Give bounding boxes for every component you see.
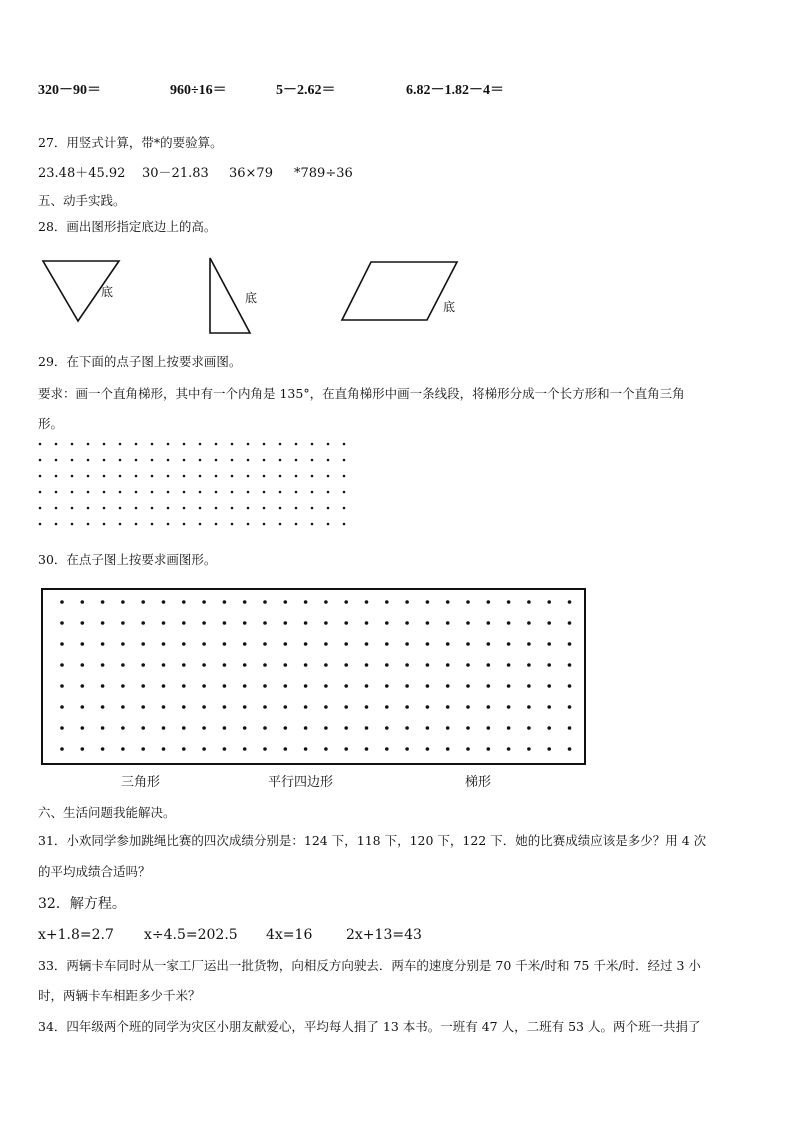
q30-grid-dot <box>385 642 389 646</box>
q30-grid-dot <box>344 663 348 667</box>
q30-grid-dot <box>284 726 288 730</box>
q30-grid-dot <box>385 747 389 751</box>
q30-grid-dot <box>304 642 308 646</box>
q30-grid-dot <box>81 747 85 751</box>
section-5-heading: 五、动手实践。 <box>38 193 126 208</box>
q30-grid-dot <box>121 684 125 688</box>
q28-base-label-triangle: 底 <box>101 285 114 299</box>
q30-grid-dot <box>121 621 125 625</box>
q30-grid-dot <box>405 726 409 730</box>
q30-grid-dot <box>324 600 328 604</box>
q30-grid-dot <box>487 747 491 751</box>
q30-grid-dot <box>101 705 105 709</box>
q30-grid-dot <box>202 600 206 604</box>
q30-grid-dot <box>81 684 85 688</box>
q30-grid-dot <box>121 705 125 709</box>
q30-grid-dot <box>344 642 348 646</box>
q30-grid-dot <box>243 705 247 709</box>
q30-grid-dot <box>385 684 389 688</box>
q30-grid-dot <box>202 621 206 625</box>
q30-grid-dot <box>60 663 64 667</box>
q30-grid-dot <box>263 747 267 751</box>
q30-grid-dot <box>284 684 288 688</box>
q30-grid-dot <box>365 621 369 625</box>
q30-grid-dot <box>365 663 369 667</box>
q30-grid-dot <box>101 684 105 688</box>
q30-grid-dot <box>446 684 450 688</box>
q30-label-parallelogram: 平行四边形 <box>268 775 334 790</box>
section-6-heading: 六、生活问题我能解决。 <box>38 805 176 820</box>
q30-grid-dot <box>507 663 511 667</box>
q30-grid-dot <box>466 621 470 625</box>
q30-grid-dot <box>263 642 267 646</box>
q30-grid-dot <box>527 621 531 625</box>
q30-grid-dot <box>487 663 491 667</box>
q30-grid-dot <box>223 663 227 667</box>
q30-grid-dot <box>202 663 206 667</box>
q30-grid-dot <box>527 600 531 604</box>
q30-grid-dot <box>162 747 166 751</box>
q30-label-trapezoid: 梯形 <box>465 775 492 790</box>
q28-base-label-right-triangle: 底 <box>245 291 258 305</box>
q30-grid-dot <box>60 705 64 709</box>
q30-grid-dot <box>243 684 247 688</box>
q30-grid-dot <box>284 621 288 625</box>
q30-grid-dot <box>304 726 308 730</box>
q30-grid-dot <box>263 684 267 688</box>
q30-grid-dot <box>182 726 186 730</box>
q33-line2: 时，两辆卡车相距多少千米？ <box>38 988 201 1003</box>
q32-equation-2: x÷4.5=202.5 <box>144 927 238 943</box>
q30-grid-dot <box>141 642 145 646</box>
q30-grid-dot <box>162 684 166 688</box>
q30-grid-dot <box>446 726 450 730</box>
q30-grid-dot <box>284 747 288 751</box>
q30-grid-dot <box>405 684 409 688</box>
q30-grid-dot <box>527 705 531 709</box>
q30-grid-dot <box>60 642 64 646</box>
q26-item-2: 960÷16＝ <box>170 83 227 98</box>
q28-base-label-parallelogram: 底 <box>443 300 456 314</box>
q30-grid-dot <box>446 705 450 709</box>
q30-grid-dot <box>141 621 145 625</box>
q30-grid-dot <box>568 705 572 709</box>
q30-grid-dot <box>344 747 348 751</box>
q30-grid-dot <box>304 600 308 604</box>
q30-grid-dot <box>60 747 64 751</box>
q30-grid-dot <box>324 684 328 688</box>
q32-equation-1: x+1.8=2.7 <box>38 927 114 943</box>
q30-grid-dot <box>426 621 430 625</box>
q30-grid-dot <box>547 663 551 667</box>
q30-grid-dot <box>547 726 551 730</box>
q30-grid-dot <box>568 684 572 688</box>
q30-grid-dot <box>101 642 105 646</box>
q30-grid-dot <box>304 684 308 688</box>
q30-grid-dot <box>223 684 227 688</box>
q30-grid-dot <box>202 747 206 751</box>
q30-grid-dot <box>446 621 450 625</box>
q30-grid-dot <box>263 663 267 667</box>
q30-grid-dot <box>568 621 572 625</box>
q30-grid-dot <box>141 684 145 688</box>
q30-grid-dot <box>243 726 247 730</box>
q30-grid-dot <box>81 621 85 625</box>
q30-grid-dot <box>507 747 511 751</box>
q30-grid-dot <box>324 663 328 667</box>
q30-grid-dot <box>162 621 166 625</box>
q30-grid-dot <box>547 684 551 688</box>
q27-item-2: 30－21.83 <box>142 166 209 181</box>
q30-grid-dot <box>568 642 572 646</box>
q30-grid-dot <box>101 663 105 667</box>
q30-grid-dot <box>121 663 125 667</box>
q30-grid-dot <box>162 726 166 730</box>
q31-line1: 31．小欢同学参加跳绳比赛的四次成绩分别是：124 下，118 下，120 下，122 下．她的比赛成绩应该是多少？用 4 次 <box>38 833 707 848</box>
q30-grid-dot <box>141 705 145 709</box>
q30-grid-dot <box>527 684 531 688</box>
q30-grid-dot <box>202 684 206 688</box>
q30-grid-dot <box>344 726 348 730</box>
q30-grid-dot <box>324 726 328 730</box>
q30-grid-dot <box>568 726 572 730</box>
q32-title: 32．解方程。 <box>38 896 126 912</box>
q30-grid-dot <box>121 726 125 730</box>
q30-grid-dot <box>60 684 64 688</box>
q30-grid-dot <box>81 642 85 646</box>
q30-grid-dot <box>405 747 409 751</box>
q30-grid-dot <box>263 621 267 625</box>
q30-grid-dot <box>527 663 531 667</box>
q30-grid-dot <box>547 747 551 751</box>
q30-grid-dot <box>243 621 247 625</box>
q30-grid-dot <box>487 705 491 709</box>
q30-grid-dot <box>223 747 227 751</box>
q30-grid-dot <box>426 684 430 688</box>
q30-grid-dot <box>507 621 511 625</box>
q30-grid-frame <box>42 589 585 764</box>
q30-grid-dot <box>243 642 247 646</box>
q30-grid-dot <box>487 726 491 730</box>
q30-grid-dot <box>487 684 491 688</box>
q30-grid-dot <box>202 726 206 730</box>
q30-grid-dot <box>507 600 511 604</box>
q30-grid-dot <box>365 642 369 646</box>
q30-grid-dot <box>60 621 64 625</box>
q30-grid-dot <box>284 600 288 604</box>
q30-grid-dot <box>121 642 125 646</box>
q30-grid-dot <box>182 642 186 646</box>
q30-grid-dot <box>487 600 491 604</box>
q30-grid-dot <box>446 642 450 646</box>
q30-grid-dot <box>466 642 470 646</box>
q30-grid-dot <box>547 621 551 625</box>
q30-grid-dot <box>223 705 227 709</box>
q30-grid-dot <box>81 600 85 604</box>
q30-grid-dot <box>182 621 186 625</box>
q30-grid-dot <box>487 642 491 646</box>
q30-grid-dot <box>263 600 267 604</box>
q30-grid-dot <box>426 642 430 646</box>
q30-grid-dot <box>568 600 572 604</box>
q29-title: 29．在下面的点子图上按要求画图。 <box>38 354 242 369</box>
q30-grid-dot <box>344 705 348 709</box>
q27-item-3: 36×79 <box>229 166 273 181</box>
q30-grid-dot <box>466 705 470 709</box>
q30-grid-dot <box>527 642 531 646</box>
q30-label-triangle: 三角形 <box>121 775 161 790</box>
q30-grid-dot <box>182 600 186 604</box>
q34-line1: 34．四年级两个班的同学为灾区小朋友献爱心，平均每人捐了 13 本书。一班有 47 人，二班有 53 人。两个班一共捐了 <box>38 1019 701 1034</box>
q30-grid-dot <box>507 726 511 730</box>
q30-grid-dot <box>324 747 328 751</box>
q30-grid-dot <box>121 600 125 604</box>
q30-grid-dot <box>466 600 470 604</box>
q27-title: 27．用竖式计算，带*的要验算。 <box>38 135 223 150</box>
q30-grid-dot <box>141 663 145 667</box>
q32-equation-3: 4x=16 <box>266 927 313 943</box>
q30-grid-dot <box>446 663 450 667</box>
q30-grid-dot <box>466 684 470 688</box>
q31-line2: 的平均成绩合适吗？ <box>38 864 151 879</box>
q30-grid-dot <box>60 600 64 604</box>
q30-grid-dot <box>304 663 308 667</box>
q26-item-3: 5－2.62＝ <box>276 83 336 98</box>
q30-grid-dot <box>243 747 247 751</box>
q30-grid-dot <box>141 726 145 730</box>
q30-grid-dot <box>162 705 166 709</box>
q30-grid-dot <box>243 600 247 604</box>
q27-item-4: *789÷36 <box>294 166 353 181</box>
q30-grid-dot <box>60 726 64 730</box>
q32-equation-4: 2x+13=43 <box>346 927 422 943</box>
q30-grid-dot <box>507 705 511 709</box>
q30-grid-dot <box>426 747 430 751</box>
q33-line1: 33．两辆卡车同时从一家工厂运出一批货物，向相反方向驶去．两车的速度分别是 70 千米/时和 75 千米/时．经过 3 小 <box>38 958 701 973</box>
q30-grid-dot <box>385 726 389 730</box>
q30-grid-dot <box>426 600 430 604</box>
q30-grid-dot <box>101 600 105 604</box>
q30-title: 30．在点子图上按要求画图形。 <box>38 552 217 567</box>
q28-title: 28．画出图形指定底边上的高。 <box>38 219 217 234</box>
q30-grid-dot <box>547 600 551 604</box>
q30-grid-dot <box>507 642 511 646</box>
q30-grid-dot <box>162 600 166 604</box>
q30-grid-dot <box>344 684 348 688</box>
q30-grid-dot <box>568 663 572 667</box>
q30-grid-dot <box>121 747 125 751</box>
q30-grid-dot <box>81 705 85 709</box>
q30-grid-dot <box>466 747 470 751</box>
q30-grid-dot <box>304 621 308 625</box>
q30-grid-dot <box>385 705 389 709</box>
q30-grid-dot <box>446 747 450 751</box>
q30-grid-dot <box>223 642 227 646</box>
q30-grid-dot <box>446 600 450 604</box>
q30-grid-dot <box>487 621 491 625</box>
q30-grid-dot <box>365 684 369 688</box>
q30-grid-dot <box>344 600 348 604</box>
q30-grid-dot <box>527 747 531 751</box>
q30-grid-dot <box>243 663 247 667</box>
q30-grid-dot <box>547 642 551 646</box>
q30-grid-dot <box>385 663 389 667</box>
q30-grid-dot <box>141 747 145 751</box>
q30-grid-dot <box>405 621 409 625</box>
q30-grid-dot <box>426 705 430 709</box>
q30-grid-dot <box>263 726 267 730</box>
q30-grid-dot <box>284 642 288 646</box>
q26-item-1: 320－90＝ <box>38 83 101 98</box>
q30-grid-dot <box>365 747 369 751</box>
q30-grid-dot <box>182 747 186 751</box>
q30-grid-dot <box>284 663 288 667</box>
q30-grid-dot <box>162 642 166 646</box>
q30-grid-dot <box>304 705 308 709</box>
q26-item-4: 6.82－1.82－4＝ <box>406 83 504 98</box>
q30-grid-dot <box>202 705 206 709</box>
q30-grid-dot <box>405 600 409 604</box>
q29-requirement-line2: 形。 <box>38 416 64 431</box>
q30-grid-dot <box>547 705 551 709</box>
q30-grid-dot <box>182 705 186 709</box>
q30-grid-dot <box>182 663 186 667</box>
q30-grid-dot <box>507 684 511 688</box>
q30-grid-dot <box>101 726 105 730</box>
q30-grid-dot <box>405 705 409 709</box>
q30-grid-dot <box>466 726 470 730</box>
q30-grid-dot <box>324 705 328 709</box>
q30-grid-dot <box>324 621 328 625</box>
q30-grid-dot <box>223 621 227 625</box>
q30-grid-dot <box>101 747 105 751</box>
q30-grid-dot <box>344 621 348 625</box>
q30-grid-dot <box>182 684 186 688</box>
q30-grid-dot <box>365 726 369 730</box>
q30-grid-dot <box>405 663 409 667</box>
q30-grid-dot <box>426 726 430 730</box>
q30-grid-dot <box>385 600 389 604</box>
q30-grid-dot <box>527 726 531 730</box>
q30-grid-dot <box>365 705 369 709</box>
q30-grid-dot <box>223 726 227 730</box>
q30-grid-dot <box>426 663 430 667</box>
q30-grid-dot <box>568 747 572 751</box>
q30-grid-dot <box>466 663 470 667</box>
q30-grid-dot <box>101 621 105 625</box>
q30-grid-dot <box>324 642 328 646</box>
q30-grid-dot <box>365 600 369 604</box>
q30-grid-dot <box>284 705 288 709</box>
q30-grid-dot <box>141 600 145 604</box>
q29-requirement-line1: 要求：画一个直角梯形，其中有一个内角是 135°，在直角梯形中画一条线段，将梯形分成一个长方形和一个直角三角 <box>38 386 685 401</box>
q30-grid-dot <box>405 642 409 646</box>
q30-grid-dot <box>81 726 85 730</box>
q30-grid-dot <box>304 747 308 751</box>
q30-grid-dot <box>162 663 166 667</box>
q30-grid-dot <box>263 705 267 709</box>
q30-grid-dot <box>385 621 389 625</box>
q30-grid-dot <box>81 663 85 667</box>
q27-item-1: 23.48＋45.92 <box>38 166 126 181</box>
q30-grid-dot <box>202 642 206 646</box>
q30-grid-dot <box>223 600 227 604</box>
